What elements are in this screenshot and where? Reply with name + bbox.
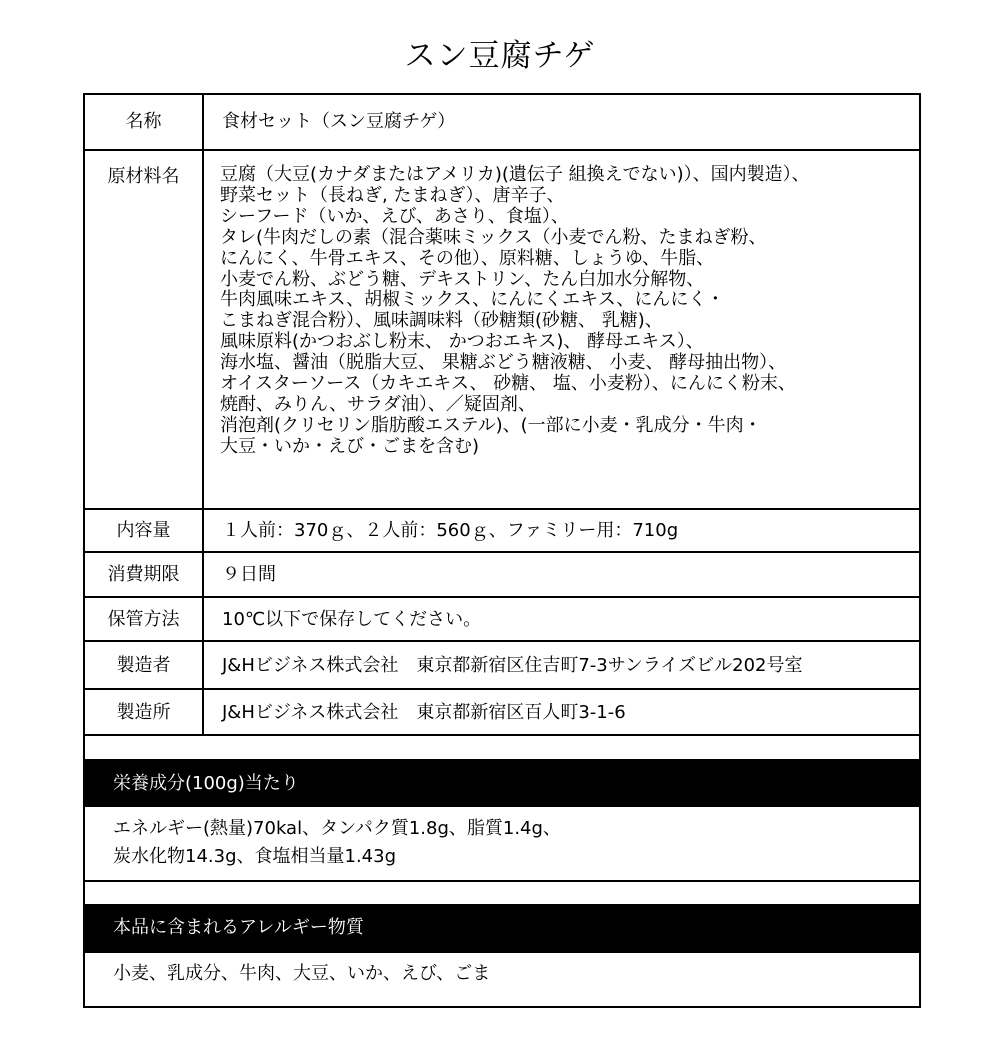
- allergen-section: [85, 953, 919, 1006]
- nutrition-line: エネルギー(熱量)70kal、タンパク質1.8g、脂質1.4g、: [113, 818, 561, 839]
- allergen-heading: 本品に含まれるアレルギー物質: [85, 904, 919, 953]
- row-label-factory: 製造所: [85, 690, 204, 734]
- ingredient-line: 大豆・いか・えび・ごまを含む): [220, 435, 480, 457]
- page-title: スン豆腐チゲ: [404, 38, 596, 74]
- ingredient-line: 野菜セット（長ねぎ, たまねぎ）、唐辛子、: [220, 184, 565, 206]
- ingredient-line: 海水塩、醤油（脱脂大豆、 果糖ぶどう糖液糖、 小麦、 酵母抽出物）、: [220, 352, 787, 374]
- ingredient-line: にんにく、牛骨エキス、その他）、原料糖、しょうゆ、牛脂、: [220, 247, 715, 269]
- ingredient-line: タレ(牛肉だしの素（混合薬味ミックス（小麦でん粉、たまねぎ粉、: [220, 226, 767, 248]
- row-name: [85, 95, 919, 151]
- ingredient-line: シーフード（いか、えび、あさり、食塩）、: [220, 205, 569, 227]
- row-manufacturer: [85, 642, 919, 690]
- row-value-storage: 10℃以下で保存してください。: [222, 609, 482, 630]
- row-ingredients: [85, 151, 919, 510]
- row-value-manufacturer: J&Hビジネス株式会社 東京都新宿区住吉町7-3サンライズビル202号室: [222, 655, 803, 676]
- row-factory: [85, 690, 919, 736]
- row-label-manufacturer: 製造者: [85, 642, 204, 688]
- row-label-ingredients: 原材料名: [85, 151, 204, 508]
- ingredients-list: [204, 165, 919, 458]
- ingredient-line: 牛肉風味エキス、胡椒ミックス、にんにくエキス、にんにく・: [220, 289, 725, 311]
- row-content: [85, 510, 919, 553]
- ingredient-line: 焼酎、みりん、サラダ油）、／疑固剤、: [220, 393, 536, 415]
- row-value-content: １人前：370ｇ、２人前：560ｇ、ファミリー用：710g: [222, 520, 679, 541]
- spacer-row: [85, 736, 919, 761]
- nutrition-section: [85, 807, 919, 882]
- ingredient-line: オイスターソース（カキエキス、 砂糖、 塩、小麦粉）、にんにく粉末、: [220, 373, 796, 395]
- row-label-content: 内容量: [85, 510, 204, 551]
- row-value-factory: J&Hビジネス株式会社 東京都新宿区百人町3-1-6: [222, 702, 626, 723]
- row-label-storage: 保管方法: [85, 598, 204, 640]
- row-storage: [85, 598, 919, 642]
- allergen-list: 小麦、乳成分、牛肉、大豆、いか、えび、ごま: [113, 963, 491, 984]
- ingredient-line: 消泡剤(クリセリン脂肪酸エステル)、(一部に小麦・乳成分・牛肉・: [220, 414, 762, 436]
- label-table: [83, 93, 921, 1008]
- row-expiry: [85, 553, 919, 598]
- spacer-row: [85, 882, 919, 904]
- nutrition-heading: 栄養成分(100g)当たり: [85, 761, 919, 807]
- row-value-name: 食材セット（スン豆腐チゲ）: [222, 111, 456, 132]
- nutrition-line: 炭水化物14.3g、食塩相当量1.43g: [113, 846, 397, 867]
- row-label-expiry: 消費期限: [85, 553, 204, 596]
- row-label-name: 名称: [85, 95, 204, 149]
- row-value-expiry: ９日間: [222, 564, 276, 585]
- ingredient-line: 風味原料(かつおぶし粉末、 かつおエキス)、 酵母エキス）、: [220, 331, 704, 353]
- ingredient-line: 豆腐（大豆(カナダまたはアメリカ)(遺伝子 組換えでない)）、国内製造）、: [220, 164, 810, 185]
- ingredient-line: 小麦でん粉、ぶどう糖、デキストリン、たん白加水分解物、: [220, 268, 705, 290]
- ingredient-line: こまねぎ混合粉）、風味調味料（砂糖類(砂糖、 乳糖)、: [220, 310, 663, 332]
